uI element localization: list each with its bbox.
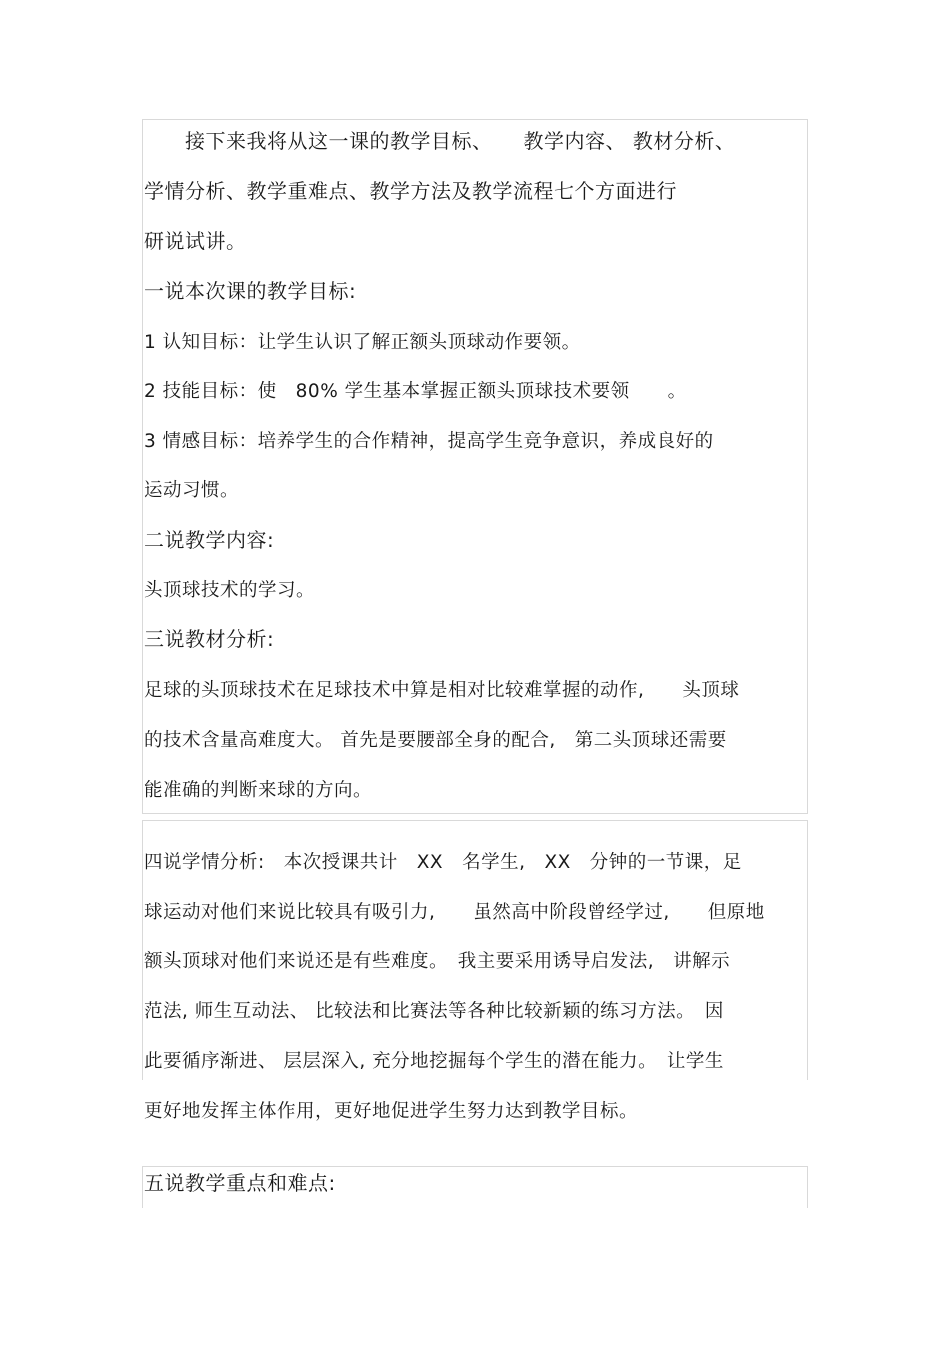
section2-heading: 二说教学内容:: [144, 528, 275, 552]
section2-body: 头顶球技术的学习。: [144, 580, 316, 601]
objective-item: 运动习惯。: [144, 480, 240, 501]
section4-body: 额头顶球对他们来说还是有些难度。 我主要采用诱导启发法, 讲解示: [144, 951, 731, 972]
section3-body: 能准确的判断来球的方向。: [144, 780, 373, 801]
section3-heading: 三说教材分析:: [144, 627, 275, 651]
intro-line: 研说试讲。: [144, 229, 247, 253]
section5-heading: 五说教学重点和难点:: [144, 1171, 336, 1195]
section4-body: 此要循序渐进、 层层深入, 充分地挖掘每个学生的潜在能力。 让学生: [144, 1051, 724, 1072]
section4-body: 范法, 师生互动法、 比较法和比赛法等各种比较新颖的练习方法。 因: [144, 1001, 724, 1022]
objective-item: 2 技能目标：使 80% 学生基本掌握正额头顶球技术要领 。: [144, 381, 687, 402]
page-frame-top: [142, 119, 808, 814]
section4-body: 球运动对他们来说比较具有吸引力, 虽然高中阶段曾经学过, 但原地: [144, 902, 765, 923]
section1-heading: 一说本次课的教学目标:: [144, 279, 357, 303]
objective-item: 3 情感目标：培养学生的合作精神，提高学生竞争意识，养成良好的: [144, 431, 714, 452]
section4-body: 四说学情分析: 本次授课共计 XX 名学生, XX 分钟的一节课，足: [144, 852, 742, 873]
section3-body: 足球的头顶球技术在足球技术中算是相对比较难掌握的动作, 头顶球: [144, 680, 740, 701]
objective-item: 1 认知目标：让学生认识了解正额头顶球动作要领。: [144, 332, 581, 353]
intro-line: 接下来我将从这一课的教学目标、 教学内容、 教材分析、: [144, 129, 736, 153]
section3-body: 的技术含量高难度大。 首先是要腰部全身的配合, 第二头顶球还需要: [144, 730, 727, 751]
intro-line: 学情分析、教学重难点、教学方法及教学流程七个方面进行: [144, 179, 677, 203]
section4-body: 更好地发挥主体作用，更好地促进学生努力达到教学目标。: [144, 1101, 639, 1122]
